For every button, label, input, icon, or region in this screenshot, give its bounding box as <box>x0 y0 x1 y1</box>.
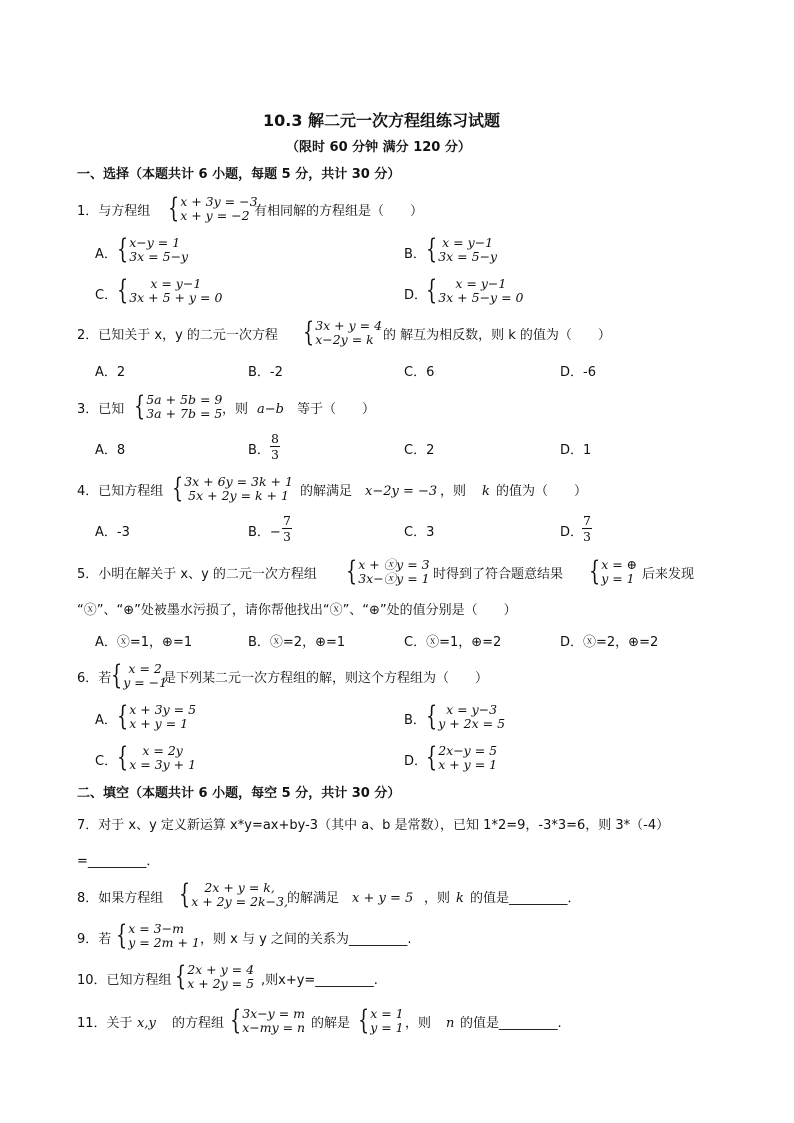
q4-option-b-label: B．− <box>248 525 281 540</box>
q6-option-b-label: B． <box>404 713 426 728</box>
q1-option-b-label: B． <box>404 247 426 262</box>
q11-solution-system: { x = 1 y = 1 <box>358 1005 404 1036</box>
q5-option-c: C．ⓧ=1，⊕=2 <box>404 635 502 650</box>
q6-option-c: { x = 2y x = 3y + 1 <box>117 742 197 773</box>
q8-system: { 2x + y = k, x + 2y = 2k−3, <box>179 879 289 910</box>
q3-mid: ，则 <box>222 402 249 417</box>
q4-suffix: 的值为（ ） <box>496 484 588 499</box>
q2-option-d: D．-6 <box>560 365 596 380</box>
q9-system: { x = 3−m y = 2m + 1 <box>116 920 200 951</box>
q3-system: { 5a + 5b = 9 3a + 7b = 5 <box>134 391 223 422</box>
q9-suffix: ，则 x 与 y 之间的关系为_________. <box>200 932 412 947</box>
section-2-heading: 二、填空（本题共计 6 小题，每空 5 分，共计 30 分） <box>77 786 401 801</box>
q5-line2: “ⓧ”、“⊕”处被墨水污损了，请你帮他找出“ⓧ”、“⊕”处的值分别是（ ） <box>77 603 517 618</box>
q3-option-a: A．8 <box>95 443 126 458</box>
q5-option-d: D．ⓧ=2，⊕=2 <box>560 635 659 650</box>
q6-suffix: 是下列某二元一次方程组的解，则这个方程组为（ ） <box>163 671 489 686</box>
q5-result-system: { x = ⊕ y = 1 <box>589 556 638 587</box>
q1-prefix: 1．与方程组 <box>77 204 151 219</box>
q8-suffix: 的值是_________． <box>470 891 581 906</box>
q1-option-d-label: D． <box>404 288 428 303</box>
q5-prefix: 5．小明在解关于 x、y 的二元一次方程组 <box>77 567 317 582</box>
q1-option-a: { x−y = 1 3x = 5−y <box>117 234 189 265</box>
page-title: 10.3 解二元一次方程组练习试题 <box>263 111 501 130</box>
q4-option-c: C．3 <box>404 525 435 540</box>
q7-line1: 7．对于 x、y 定义新运算 x*y=ax+by-3（其中 a、b 是常数），已知 1*2=9，-3*3=6，则 3*（-4） <box>77 818 670 833</box>
q10-suffix: ,则x+y=_________. <box>261 973 378 988</box>
q11-suffix: 的值是_________. <box>460 1016 562 1031</box>
q2-system: { 3x + y = 4 x−2y = k <box>303 317 383 348</box>
q6-option-a: { x + 3y = 5 x + y = 1 <box>117 701 197 732</box>
q1-option-c-label: C． <box>95 288 118 303</box>
q3-expression: a−b <box>257 402 284 417</box>
q10-system: { 2x + y = 4 x + 2y = 5 <box>175 961 255 992</box>
q10-prefix: 10．已知方程组 <box>77 973 172 988</box>
q5-option-a: A．ⓧ=1，⊕=1 <box>95 635 193 650</box>
q1-system: { x + 3y = −3 x + y = −2 <box>168 193 258 224</box>
q11-variables: x,y <box>137 1016 156 1031</box>
q8-expression: x + y = 5 <box>352 891 414 906</box>
q5-system: { x + ⓧy = 3 3x−ⓧy = 1 <box>346 556 430 587</box>
q1-suffix: 有相同解的方程组是（ ） <box>254 204 424 219</box>
q1-option-c: { x = y−1 3x + 5 + y = 0 <box>117 275 223 306</box>
q4-option-b-fraction: 7 3 <box>283 513 291 544</box>
q2-suffix: 的 解互为相反数，则 k 的值为（ ） <box>383 328 611 343</box>
q5-mid: 时得到了符合题意结果 <box>433 567 564 582</box>
q7-line2: =_________． <box>77 854 160 869</box>
q4-mid: 的解满足 <box>300 484 353 499</box>
q6-option-a-label: A． <box>95 713 117 728</box>
q2-option-b: B．-2 <box>248 365 283 380</box>
q4-variable: k <box>482 484 490 499</box>
page-subtitle: （限时 60 分钟 满分 120 分） <box>286 140 471 155</box>
section-1-heading: 一、选择（本题共计 6 小题，每题 5 分，共计 30 分） <box>77 167 401 182</box>
q3-suffix: 等于（ ） <box>297 402 376 417</box>
q11-prefix: 11．关于 <box>77 1016 133 1031</box>
q8-prefix: 8．如果方程组 <box>77 891 164 906</box>
q2-option-a: A．2 <box>95 365 126 380</box>
q4-mid2: ，则 <box>440 484 467 499</box>
q11-mid: 的方程组 <box>172 1016 225 1031</box>
q3-option-c: C．2 <box>404 443 435 458</box>
q3-option-b-fraction: 8 3 <box>271 431 279 462</box>
q6-prefix: 6．若 <box>77 671 112 686</box>
q3-prefix: 3．已知 <box>77 402 125 417</box>
q5-option-b: B．ⓧ=2，⊕=1 <box>248 635 346 650</box>
q8-variable: k <box>456 891 464 906</box>
q11-variable: n <box>446 1016 455 1031</box>
q1-option-d: { x = y−1 3x + 5−y = 0 <box>426 275 524 306</box>
q4-expression: x−2y = −3 <box>365 484 438 499</box>
q8-mid2: ，则 <box>424 891 451 906</box>
q4-option-d-fraction: 7 3 <box>583 513 591 544</box>
q1-option-a-label: A． <box>95 247 117 262</box>
q8-mid: 的解满足 <box>287 891 340 906</box>
q9-prefix: 9．若 <box>77 932 112 947</box>
q4-system: { 3x + 6y = 3k + 1 5x + 2y = k + 1 <box>172 473 293 504</box>
q4-option-d-label: D． <box>560 525 584 540</box>
q6-option-c-label: C． <box>95 754 118 769</box>
q6-option-d-label: D． <box>404 754 428 769</box>
q3-option-d: D．1 <box>560 443 592 458</box>
q6-option-d: { 2x−y = 5 x + y = 1 <box>426 742 498 773</box>
q6-system: { x = 2 y = −1 <box>111 660 168 691</box>
q11-mid2: 的解是 <box>311 1016 351 1031</box>
q1-option-b: { x = y−1 3x = 5−y <box>426 234 498 265</box>
q3-option-b-label: B． <box>248 443 270 458</box>
q11-system: { 3x−y = m x−my = n <box>230 1005 306 1036</box>
q4-option-a: A．-3 <box>95 525 130 540</box>
q6-option-b: { x = y−3 y + 2x = 5 <box>426 701 506 732</box>
q2-option-c: C．6 <box>404 365 435 380</box>
q11-mid3: ，则 <box>405 1016 432 1031</box>
q5-suffix: 后来发现 <box>642 567 695 582</box>
q2-prefix: 2．已知关于 x，y 的二元一次方程 <box>77 328 278 343</box>
q4-prefix: 4．已知方程组 <box>77 484 164 499</box>
